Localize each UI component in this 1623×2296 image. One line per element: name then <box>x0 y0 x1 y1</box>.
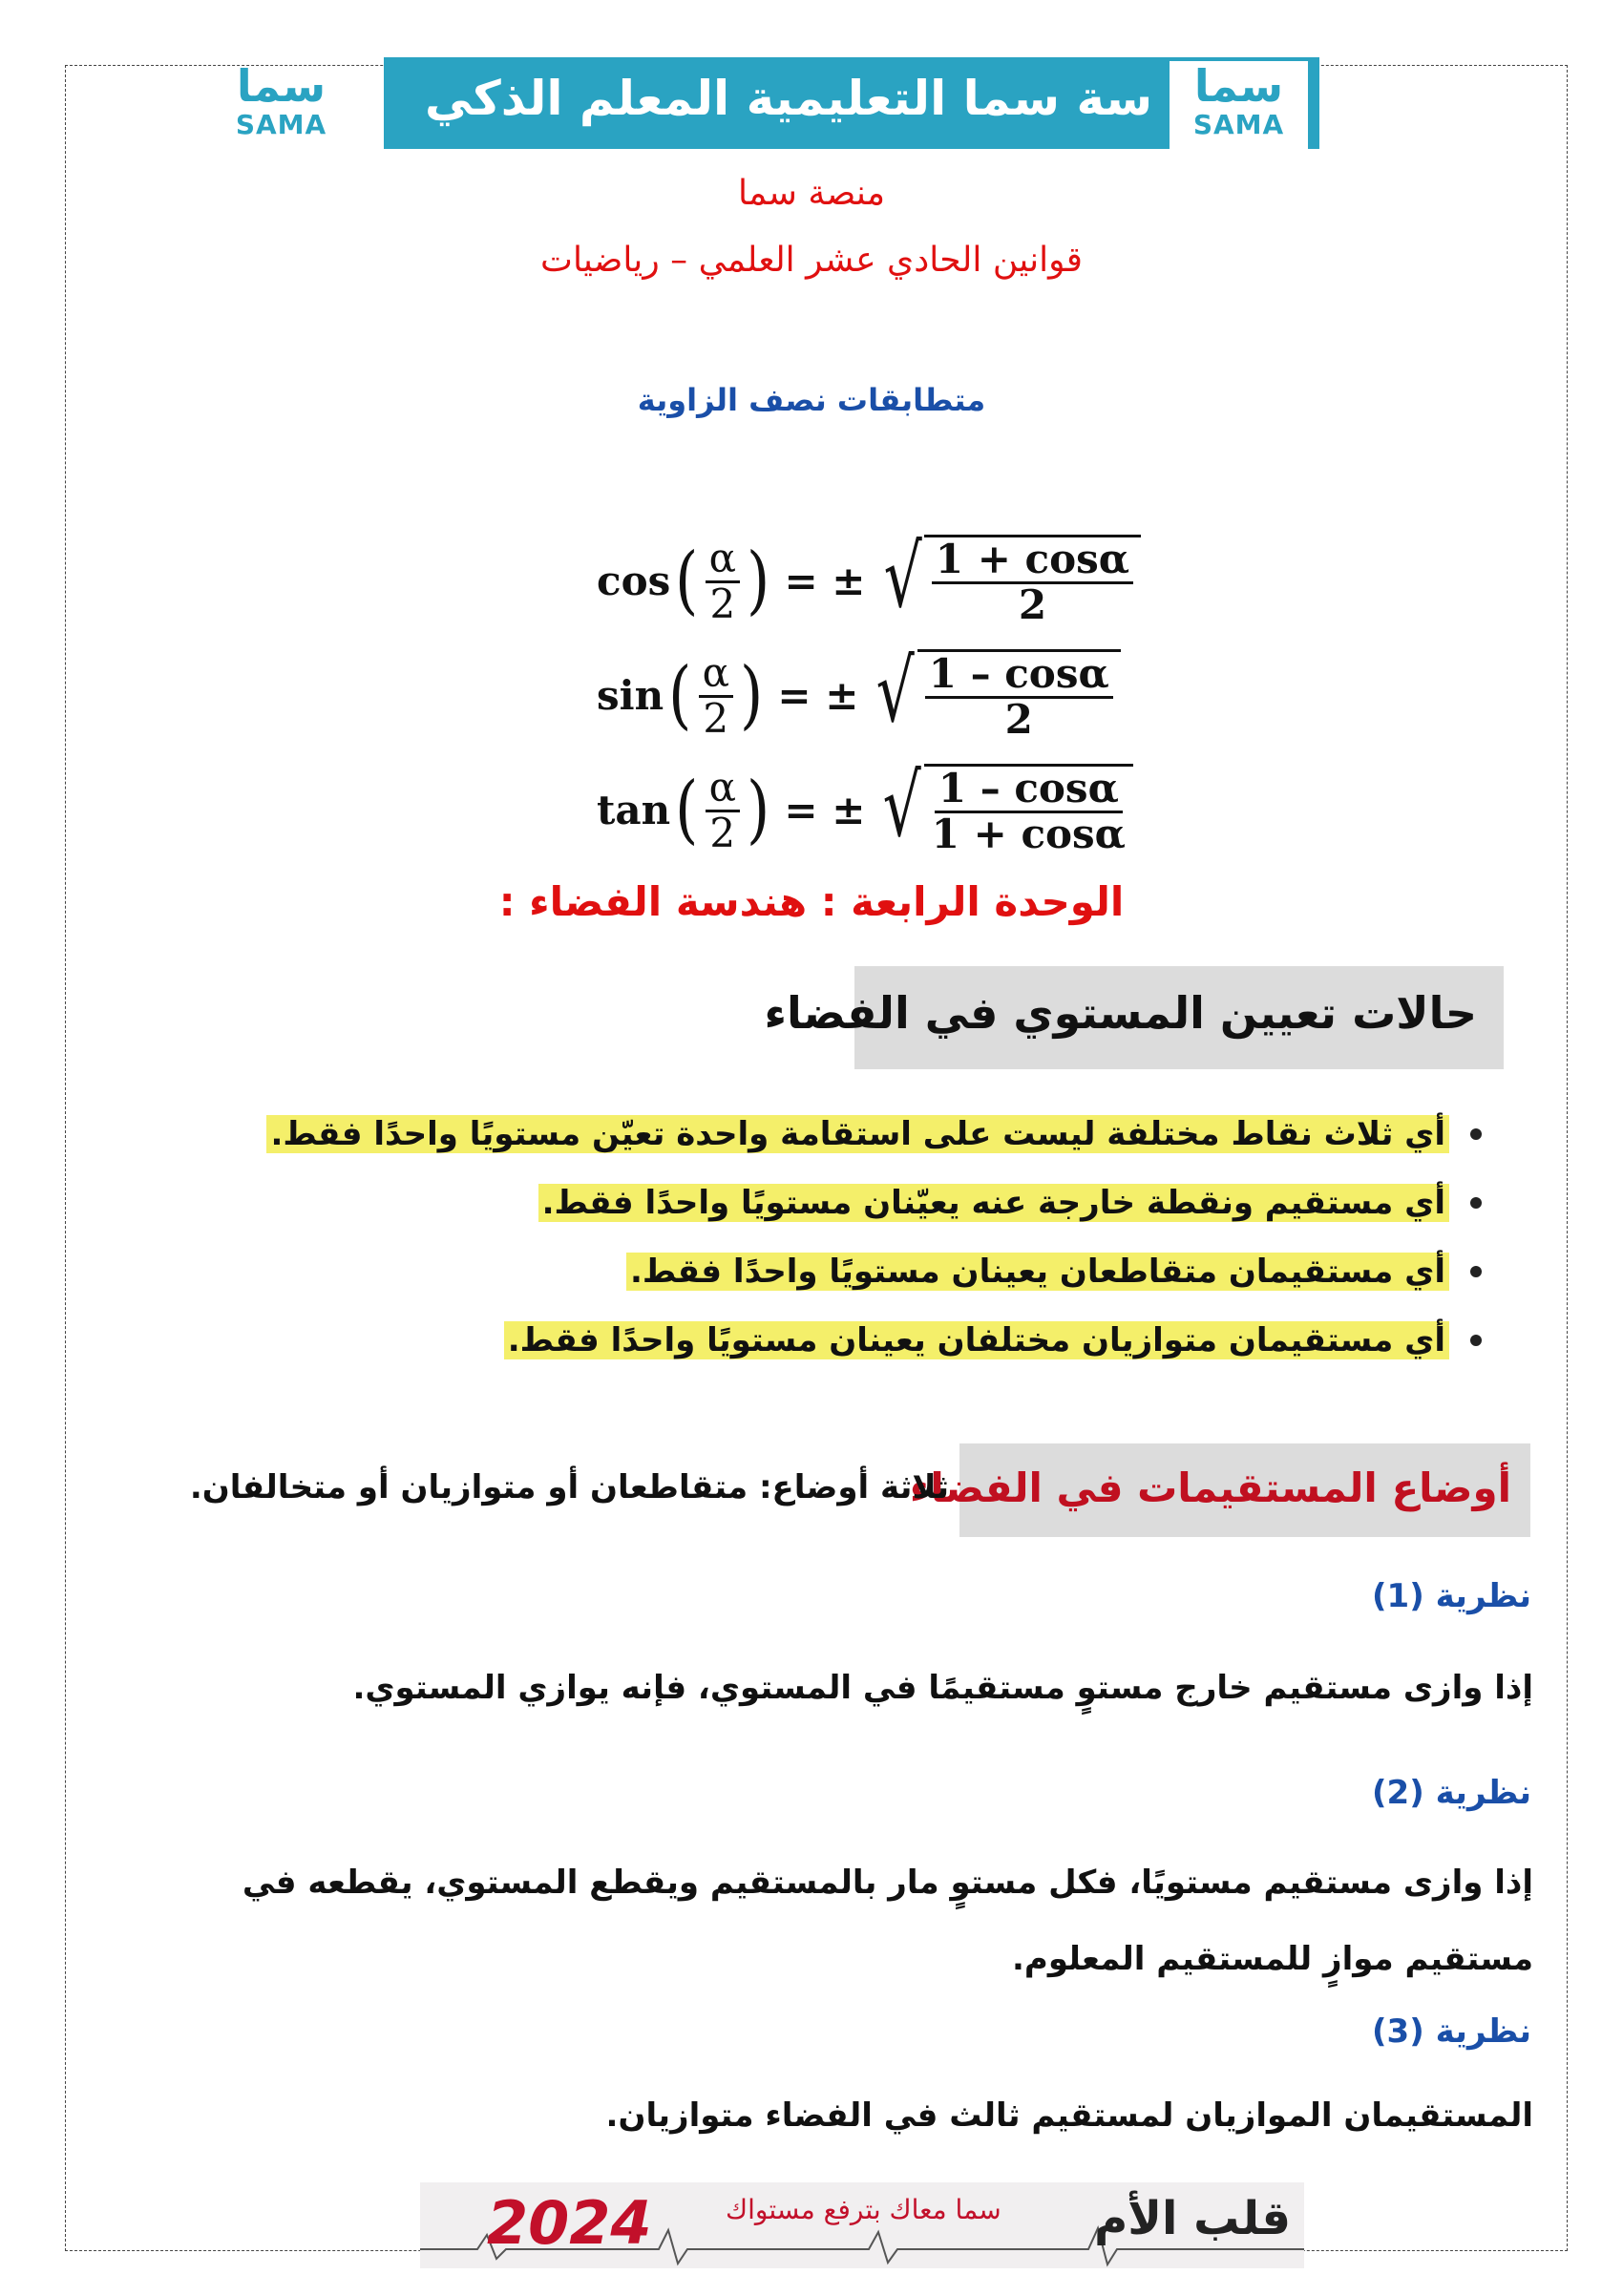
bullet-icon <box>1470 1128 1482 1140</box>
square-root: √ $\frac{1 - \cos\alpha}{1 + \cos\alpha}$ <box>875 764 1133 855</box>
angle-numerator: α <box>706 537 740 583</box>
plane-cases-heading: حالات تعيين المستوي في الفضاء <box>764 987 1477 1039</box>
bullet-icon <box>1470 1197 1482 1209</box>
list-item-text: أي مستقيمان متقاطعان يعينان مستويًا واحدًا فقط. <box>626 1253 1449 1291</box>
angle-numerator: α <box>706 766 740 812</box>
theorem-1-label: نظرية (1) <box>1371 1577 1531 1615</box>
equals-plus-minus: = ± <box>777 671 859 719</box>
function-name: sin <box>597 671 664 719</box>
formula-sin-half: sin ( $\frac{\alpha}{2}$ ) = ± √ $\frac{1 - \cos\alpha}{2}$ <box>597 649 1121 741</box>
plane-cases-list <box>246 1100 1487 1375</box>
banner-title: سة سما التعليمية المعلم الذكي <box>425 71 1152 126</box>
line-positions-heading-box <box>909 1443 1530 1537</box>
theorem-1-text: إذا وازى مستقيم خارج مستوٍ مستقيمًا في المستوي، فإنه يوازي المستوي. <box>352 1669 1533 1707</box>
theorem-2-label: نظرية (2) <box>1371 1774 1531 1812</box>
radicand-numerator: 1 – cosα <box>925 652 1113 699</box>
radicand-denominator: 1 + cosα <box>931 811 1126 857</box>
logo-english-text: SAMA <box>1192 109 1285 140</box>
angle-numerator: α <box>699 651 733 698</box>
radicand-numerator: 1 – cosα <box>935 767 1123 813</box>
function-name: cos <box>597 557 671 604</box>
equals-plus-minus: = ± <box>784 786 866 833</box>
list-item-text: أي مستقيم ونقطة خارجة عنه يعيّنان مستويًا واحدًا فقط. <box>538 1184 1449 1222</box>
line-positions-text: ثلاثة أوضاع: متقاطعان أو متوازيان أو متخالفان. <box>189 1468 949 1506</box>
line-positions-heading: أوضاع المستقيمات في الفضاء <box>909 1464 1511 1511</box>
function-name: tan <box>597 786 671 833</box>
equals-plus-minus: = ± <box>784 557 866 604</box>
footer-banner <box>420 2182 1304 2268</box>
theorem-3-label: نظرية (3) <box>1371 2012 1531 2051</box>
square-root: √ $\frac{1 + \cos\alpha}{2}$ <box>875 535 1142 626</box>
half-angle-title: متطابقات نصف الزاوية <box>637 382 986 418</box>
list-item <box>246 1169 1487 1237</box>
logo-english-text: SAMA <box>235 109 327 140</box>
formula-tan-half: tan ( $\frac{\alpha}{2}$ ) = ± √ $\frac{1 - \cos\alpha}{1 + \cos\alpha}$ <box>597 764 1133 855</box>
radicand-denominator: 2 <box>1018 581 1047 628</box>
logo-arabic-text: سما <box>1193 60 1284 112</box>
sama-logo-left <box>212 61 350 149</box>
list-item <box>246 1306 1487 1375</box>
list-item <box>246 1100 1487 1169</box>
footer-year: 2024 <box>487 2188 652 2258</box>
bullet-icon <box>1470 1266 1482 1277</box>
list-item <box>246 1237 1487 1306</box>
angle-denominator: 2 <box>703 694 729 742</box>
bullet-icon <box>1470 1335 1482 1346</box>
angle-denominator: 2 <box>709 809 736 856</box>
footer-brand: قلب الأم <box>1094 2192 1291 2245</box>
footer-slogan: سما معاك بترفع مستواك <box>726 2194 1001 2225</box>
list-item-text: أي ثلاث نقاط مختلفة ليست على استقامة واحدة تعيّن مستويًا واحدًا فقط. <box>266 1115 1449 1153</box>
radicand-denominator: 2 <box>1004 696 1033 743</box>
list-item-text: أي مستقيمان متوازيان مختلفان يعينان مستويًا واحدًا فقط. <box>504 1321 1449 1359</box>
formula-cos-half: cos ( $\frac{\alpha}{2}$ ) = ± √ $\frac{1 + \cos\alpha}{2}$ <box>597 535 1141 626</box>
logo-arabic-text: سما <box>236 60 327 112</box>
plane-cases-heading-box <box>764 966 1504 1069</box>
platform-name: منصة سما <box>737 174 886 213</box>
sama-logo-right <box>1170 61 1308 149</box>
theorem-3-text: المستقيمان الموازيان لمستقيم ثالث في الفضاء متوازيان. <box>605 2096 1533 2135</box>
square-root: √ $\frac{1 - \cos\alpha}{2}$ <box>868 649 1120 741</box>
angle-denominator: 2 <box>709 579 736 627</box>
document-subtitle: قوانين الحادي عشر العلمي – رياضيات <box>540 241 1083 280</box>
unit-title: الوحدة الرابعة : هندسة الفضاء : <box>498 878 1125 925</box>
theorem-2-text-line-2: مستقيم موازٍ للمستقيم المعلوم. <box>1011 1940 1533 1978</box>
radicand-numerator: 1 + cosα <box>932 537 1133 584</box>
theorem-2-text-line-1: إذا وازى مستقيم مستويًا، فكل مستوٍ مار بالمستقيم ويقطع المستوي، يقطعه في <box>242 1864 1533 1902</box>
